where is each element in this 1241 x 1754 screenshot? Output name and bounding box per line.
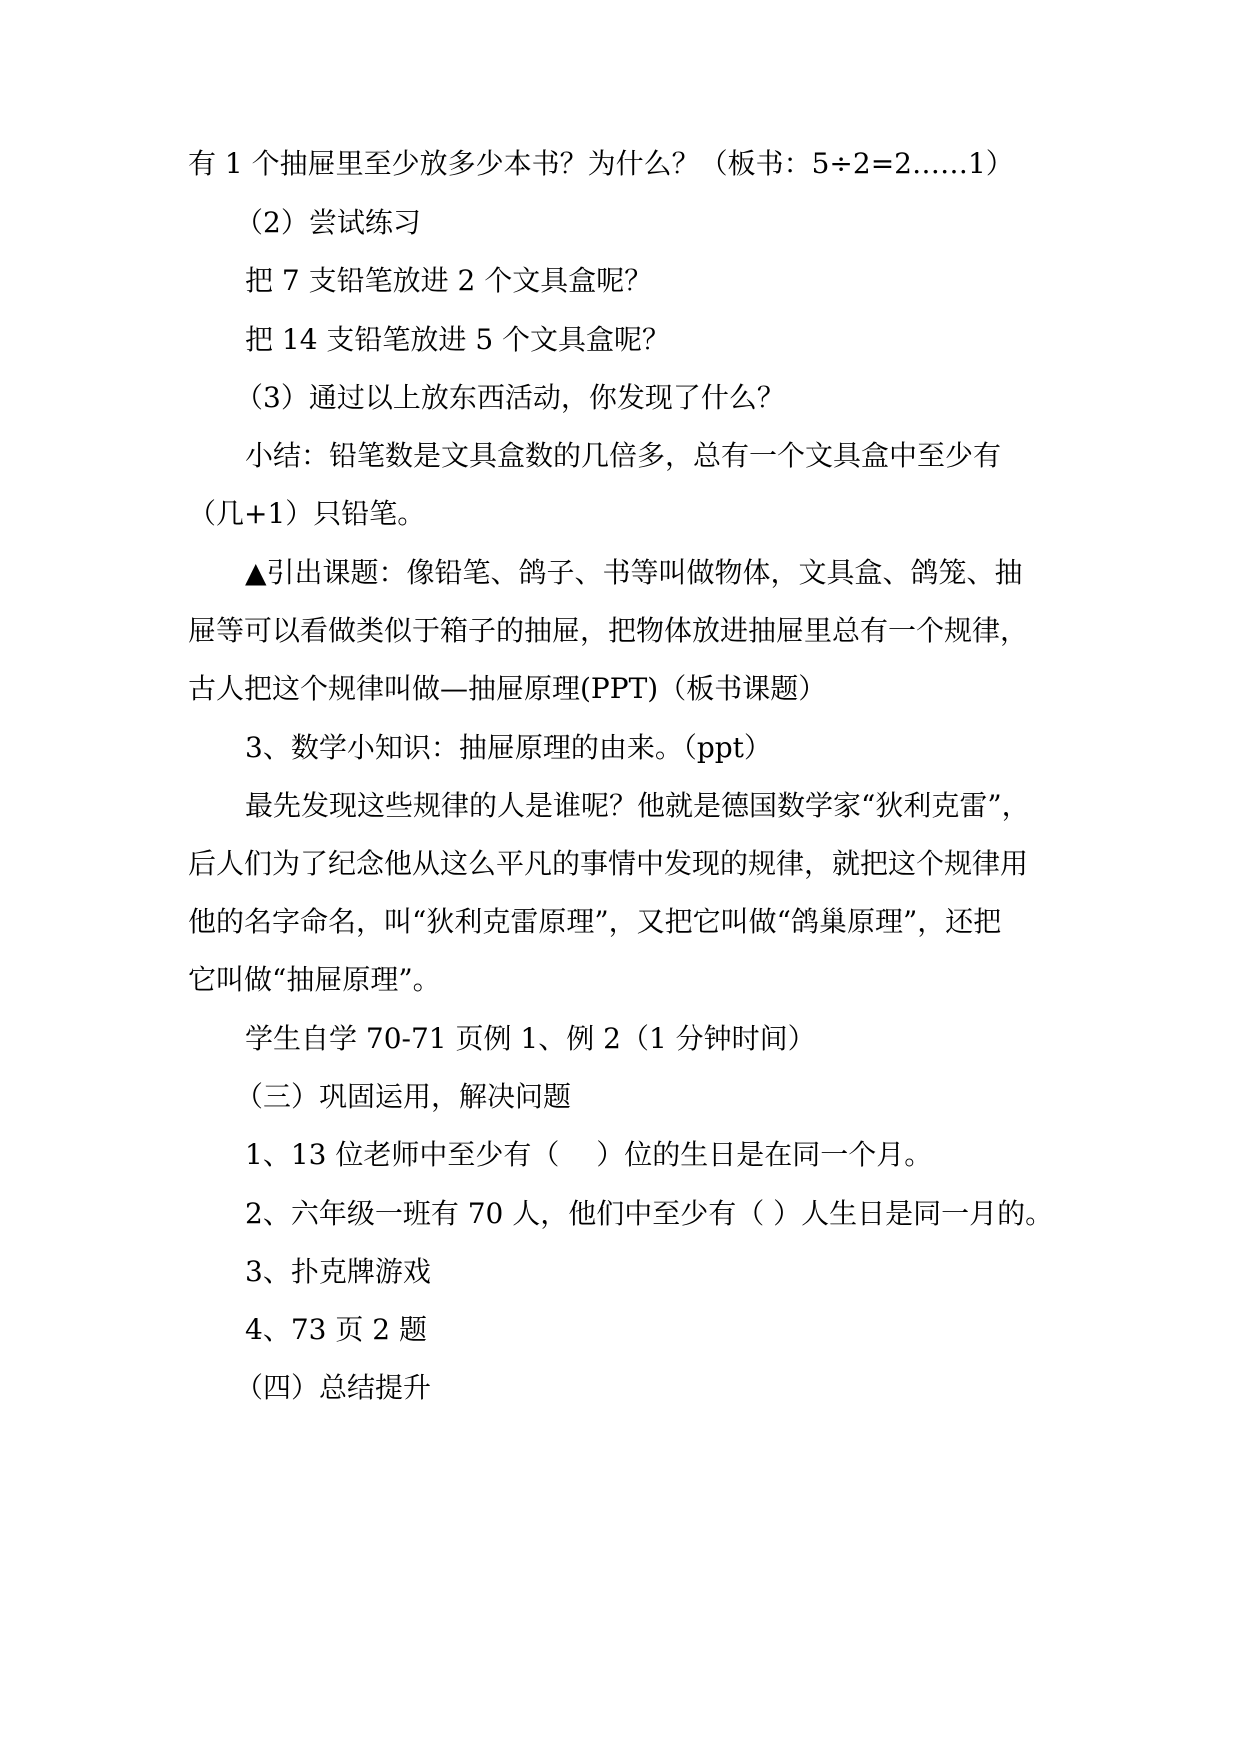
text-line: （几+1）只铅笔。 xyxy=(188,497,426,530)
section-heading: （3）通过以上放东西活动，你发现了什么？ xyxy=(235,381,785,414)
text-line: 3、扑克牌游戏 xyxy=(245,1255,431,1288)
section-heading: （四）总结提升 xyxy=(235,1371,432,1404)
text-line: 1、13 位老师中至少有（ ）位的生日是在同一个月。 xyxy=(245,1138,933,1171)
text-line: 古人把这个规律叫做—抽屉原理(PPT)（板书课题） xyxy=(188,672,827,705)
text-line: 学生自学 70-71 页例 1、例 2（1 分钟时间） xyxy=(245,1022,816,1055)
text-line: 把 7 支铅笔放进 2 个文具盒呢？ xyxy=(245,264,653,297)
text-line: 屉等可以看做类似于箱子的抽屉，把物体放进抽屉里总有一个规律， xyxy=(188,614,1029,647)
section-heading: （2）尝试练习 xyxy=(235,206,421,239)
text-line: 4、73 页 2 题 xyxy=(245,1313,427,1346)
text-line: 后人们为了纪念他从这么平凡的事情中发现的规律，就把这个规律用 xyxy=(188,847,1029,880)
text-line: 3、数学小知识：抽屉原理的由来。（ppt） xyxy=(245,731,772,764)
section-heading: （三）巩固运用，解决问题 xyxy=(235,1080,572,1113)
text-line: 最先发现这些规律的人是谁呢？他就是德国数学家“狄利克雷”， xyxy=(245,789,1030,822)
text-line: 它叫做“抽屉原理”。 xyxy=(188,963,441,996)
text-line: 小结：铅笔数是文具盒数的几倍多，总有一个文具盒中至少有 xyxy=(245,439,1002,472)
text-line: 他的名字命名，叫“狄利克雷原理”，又把它叫做“鸽巢原理”，还把 xyxy=(188,905,1002,938)
text-line: 2、六年级一班有 70 人，他们中至少有（ ）人生日是同一月的。 xyxy=(245,1197,1054,1230)
text-line: 把 14 支铅笔放进 5 个文具盒呢？ xyxy=(245,323,671,356)
text-line: ▲引出课题：像铅笔、鸽子、书等叫做物体，文具盒、鸽笼、抽 xyxy=(245,556,1023,589)
text-line: 有 1 个抽屉里至少放多少本书？为什么？（板书：5÷2=2……1） xyxy=(188,147,1014,180)
